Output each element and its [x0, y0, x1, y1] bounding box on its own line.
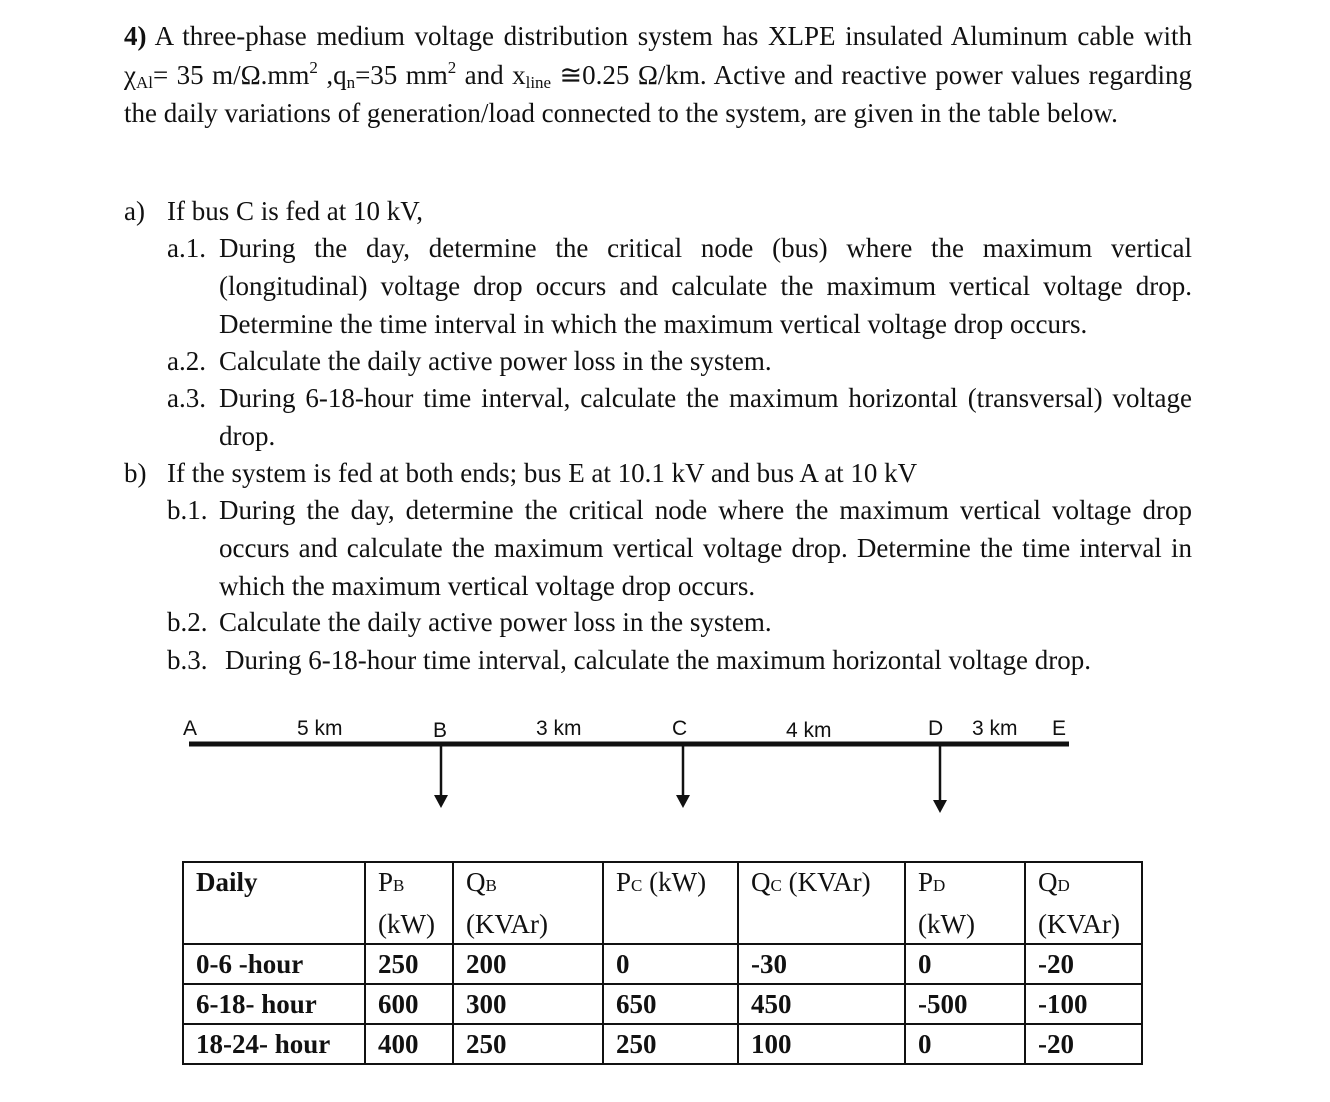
header-qb: QB (KVAr): [453, 862, 603, 944]
item-a1-number: a.1.: [167, 233, 206, 263]
table-cell: 6-18- hour: [183, 984, 365, 1024]
item-a2-text: Calculate the daily active power loss in the system.: [219, 346, 772, 376]
table-cell: -500: [905, 984, 1025, 1024]
bus-label-c: C: [672, 717, 688, 740]
item-a2-number: a.2.: [167, 346, 206, 376]
distance-label-de: 3 km: [972, 717, 1018, 740]
q-subscript: n: [346, 72, 356, 92]
table-cell: 300: [453, 984, 603, 1024]
load-table: [182, 861, 1143, 1065]
table-cell: 400: [365, 1024, 453, 1064]
header-qc: QC (KVAr): [738, 862, 905, 944]
table-cell: -100: [1025, 984, 1142, 1024]
part-a-label: a): [124, 196, 145, 226]
table-row: [183, 1024, 1142, 1064]
item-b1-text: During the day, determine the critical node where the maximum vertical voltage drop occurs and calculate the maximum vertical voltage drop. Determine the time interval in which the maximum vertical voltage drop occurs.: [219, 495, 1192, 601]
table-cell: -20: [1025, 1024, 1142, 1064]
part-a-text: If bus C is fed at 10 kV,: [167, 196, 423, 226]
and-text: and: [456, 59, 513, 90]
problem-intro: A three-phase medium voltage distribution system has XLPE insulated Aluminum cable with: [154, 21, 1193, 51]
chi-subscript: Al: [135, 72, 153, 92]
header-pd: PD (kW): [905, 862, 1025, 944]
item-a3-text: During 6-18-hour time interval, calculate the maximum horizontal (transversal) voltage drop.: [219, 383, 1192, 451]
load-arrow-c: [676, 746, 690, 808]
q-text: ,q: [317, 59, 347, 90]
table-cell: 100: [738, 1024, 905, 1064]
load-arrow-b: [434, 746, 448, 808]
item-a3-number: a.3.: [167, 383, 206, 413]
item-b3-text: During 6-18-hour time interval, calculate the maximum horizontal voltage drop.: [225, 645, 1091, 675]
table-cell: 250: [603, 1024, 738, 1064]
q-superscript: 2: [447, 57, 457, 77]
problem-number: 4): [124, 21, 147, 51]
distance-label-ab: 5 km: [297, 717, 343, 740]
item-b3-number: b.3.: [167, 645, 208, 675]
chi-symbol: χ: [124, 59, 136, 90]
x-symbol: x: [512, 59, 526, 90]
bus-label-d: D: [928, 717, 944, 740]
table-cell: 250: [453, 1024, 603, 1064]
item-b2-text: Calculate the daily active power loss in the system.: [219, 607, 772, 637]
table-cell: 650: [603, 984, 738, 1024]
table-cell: 0-6 -hour: [183, 944, 365, 984]
item-b1-number: b.1.: [167, 495, 208, 525]
item-b2-number: b.2.: [167, 607, 208, 637]
bus-label-b: B: [433, 719, 448, 742]
table-cell: -20: [1025, 944, 1142, 984]
header-qd: QD (KVAr): [1025, 862, 1142, 944]
x-value: ≅0.25 Ω/km. Active and reactive power values regarding the daily variations of generation/load connected to the system, are given in the table below.: [124, 59, 1192, 128]
table-cell: 18-24- hour: [183, 1024, 365, 1064]
part-b-text: If the system is fed at both ends; bus E at 10.1 kV and bus A at 10 kV: [167, 458, 918, 488]
table-cell: 0: [905, 1024, 1025, 1064]
header-pc: PC (kW): [603, 862, 738, 944]
distance-label-cd: 4 km: [786, 719, 832, 742]
distance-label-bc: 3 km: [536, 717, 582, 740]
header-daily: Daily: [183, 862, 365, 944]
item-a1-text: During the day, determine the critical node (bus) where the maximum vertical (longitudinal) voltage drop occurs and calculate the maximum vertical voltage drop. Determine the time interval in which the maximum vertical voltage drop occurs.: [219, 233, 1192, 339]
table-cell: -30: [738, 944, 905, 984]
table-cell: 450: [738, 984, 905, 1024]
table-cell: 600: [365, 984, 453, 1024]
x-subscript: line: [525, 72, 552, 92]
table-row: [183, 944, 1142, 984]
part-b-label: b): [124, 458, 147, 488]
q-value: =35 mm: [355, 59, 448, 90]
table-row: [183, 984, 1142, 1024]
chi-superscript: 2: [309, 57, 318, 77]
table-header-row: [183, 862, 1142, 944]
table-cell: 0: [905, 944, 1025, 984]
chi-value: = 35 m/Ω.mm: [152, 59, 310, 90]
bus-label-a: A: [183, 717, 198, 740]
bus-label-e: E: [1052, 717, 1067, 740]
load-arrow-d: [933, 746, 947, 813]
header-pb: PB (kW): [365, 862, 453, 944]
table-cell: 0: [603, 944, 738, 984]
table-cell: 250: [365, 944, 453, 984]
table-cell: 200: [453, 944, 603, 984]
